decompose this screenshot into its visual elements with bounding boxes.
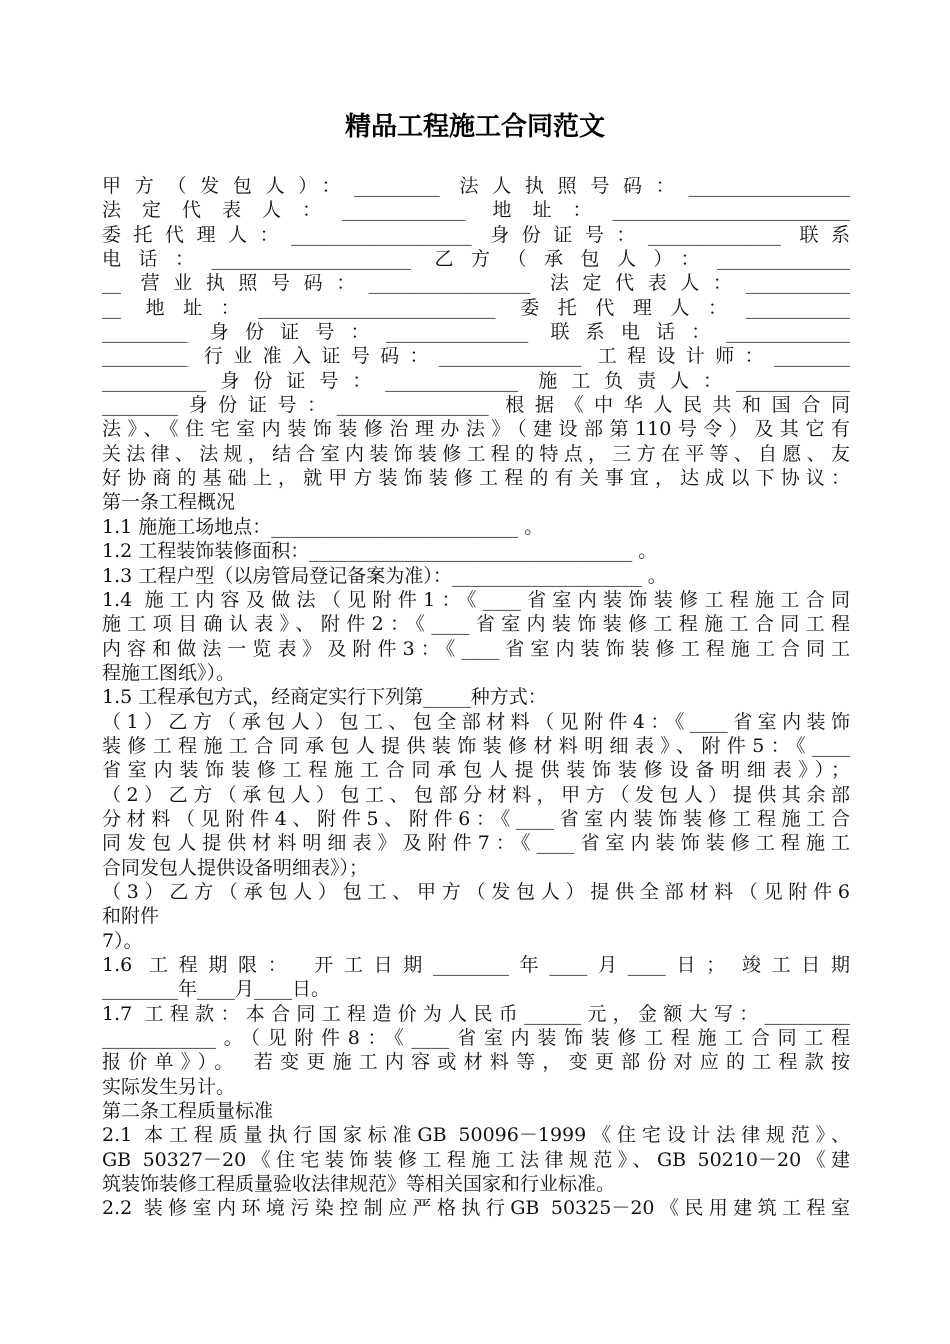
document-title: 精品工程施工合同范文 xyxy=(344,112,605,142)
document-line: _________ 身份证号：_______________ 联系电话：_____________ xyxy=(102,321,850,344)
document-line: 2.2 装修室内环境污染控制应严格执行GB 50325－20《民用建筑工程室 xyxy=(102,1197,850,1220)
document-line: 1.4 施工内容及做法（见附件1：《____省室内装饰装修工程施工合同 xyxy=(102,588,850,611)
document-line: 1.1 施施工场地点：__________________________ 。 xyxy=(102,515,544,538)
document-line: （3）乙方（承包人）包工、甲方（发包人）提供全部材料（见附件6 xyxy=(102,880,850,903)
document-line: 关法律、法规，结合室内装饰装修工程的特点，三方在平等、自愿、友 xyxy=(102,442,850,465)
document-line: 和附件 xyxy=(102,905,160,928)
document-line: ___________身份证号：______________ 施工负责人：____________ xyxy=(102,369,850,392)
document-line: 合同发包人提供设备明细表》）； xyxy=(102,856,369,879)
document-line: 施工项目确认表》、附件2：《____省室内装饰装修工程施工合同工程 xyxy=(102,613,850,636)
document-line: （1）乙方（承包人）包工、包全部材料（见附件4：《____省室内装饰 xyxy=(102,710,850,733)
document-line: 1.3 工程户型（以房管局登记备案为准）：____________________ 。 xyxy=(102,564,667,587)
document-line: ________身份证号：________________ 根据《中华人民共和国合同 xyxy=(102,394,850,417)
document-line: （2）乙方（承包人）包工、包部分材料，甲方（发包人）提供其余部 xyxy=(102,783,850,806)
document-line: 省室内装饰装修工程施工合同承包人提供装饰装修设备明细表》）； xyxy=(102,759,850,782)
document-line: 电话：_____________________ 乙方（承包人）：______________ xyxy=(102,248,850,271)
document-line: 筑装饰装修工程质量验收法律规范》等相关国家和行业标准。 xyxy=(102,1173,616,1196)
document-line: 分材料（见附件4、附件5、附件6：《____省室内装饰装修工程施工合 xyxy=(102,807,850,830)
document-body xyxy=(102,174,850,1221)
document-line: 第一条工程概况 xyxy=(102,491,236,514)
document-line: 同发包人提供材料明细表》及附件7：《____省室内装饰装修工程施工 xyxy=(102,832,850,855)
document-line: 装修工程施工合同承包人提供装饰装修材料明细表》、附件5：《____ xyxy=(102,734,850,757)
document-line: 第二条工程质量标准 xyxy=(102,1100,274,1123)
document-line: 法》、《住宅室内装饰装修治理办法》（建设部第110号令）及其它有 xyxy=(102,418,850,441)
document-line: 甲方（发包人）：_________ 法人执照号码：_________________ xyxy=(102,175,850,197)
document-line: 好协商的基础上，就甲方装饰装修工程的有关事宜，达成以下协议： xyxy=(102,467,850,490)
document-line: _________ 行业准入证号码：_______________ 工程设计师：________ xyxy=(102,345,850,368)
document-line: 2.1 本工程质量执行国家标准GB 50096－1999《住宅设计法律规范》、 xyxy=(102,1124,850,1147)
document-line: 7）。 xyxy=(102,929,143,952)
document-line: 1.2 工程装饰装修面积：__________________________________ 。 xyxy=(102,540,658,563)
document-line: ____________。（见附件8：《____省室内装饰装修工程施工合同工程 xyxy=(102,1027,850,1050)
document-line: __ 营业执照号码：_________________ 法定代表人：___________ xyxy=(102,272,850,295)
document-line: 程施工图纸》）。 xyxy=(102,661,236,684)
document-line: ________年____月____日。 xyxy=(102,978,331,1001)
document-line: __ 地址：_________________________ 委托代理人：___________ xyxy=(102,296,850,319)
document-line: 法定代表人：_____________ 地址：_________________________ xyxy=(102,199,850,222)
document-line: 委托代理人：___________________ 身份证号：______________ 联系 xyxy=(102,223,850,246)
document-line: 报价单》）。 若变更施工内容或材料等，变更部份对应的工程款按 xyxy=(102,1051,850,1074)
document-line: 1.7 工程款：本合同工程造价为人民币______元，金额大写：_________ xyxy=(102,1002,850,1025)
document-line: 内容和做法一览表》及附件3：《____省室内装饰装修工程施工合同工 xyxy=(102,637,850,660)
document-line: 实际发生另计。 xyxy=(102,1075,236,1098)
document-line: GB 50327－20《住宅装饰装修工程施工法律规范》、GB 50210－20《建 xyxy=(102,1148,850,1171)
document-line: 1.5 工程承包方式，经商定实行下列第_____种方式： xyxy=(102,686,547,709)
document-line: 1.6 工程期限： 开工日期________年____月____日； 竣工日期 xyxy=(102,954,850,976)
